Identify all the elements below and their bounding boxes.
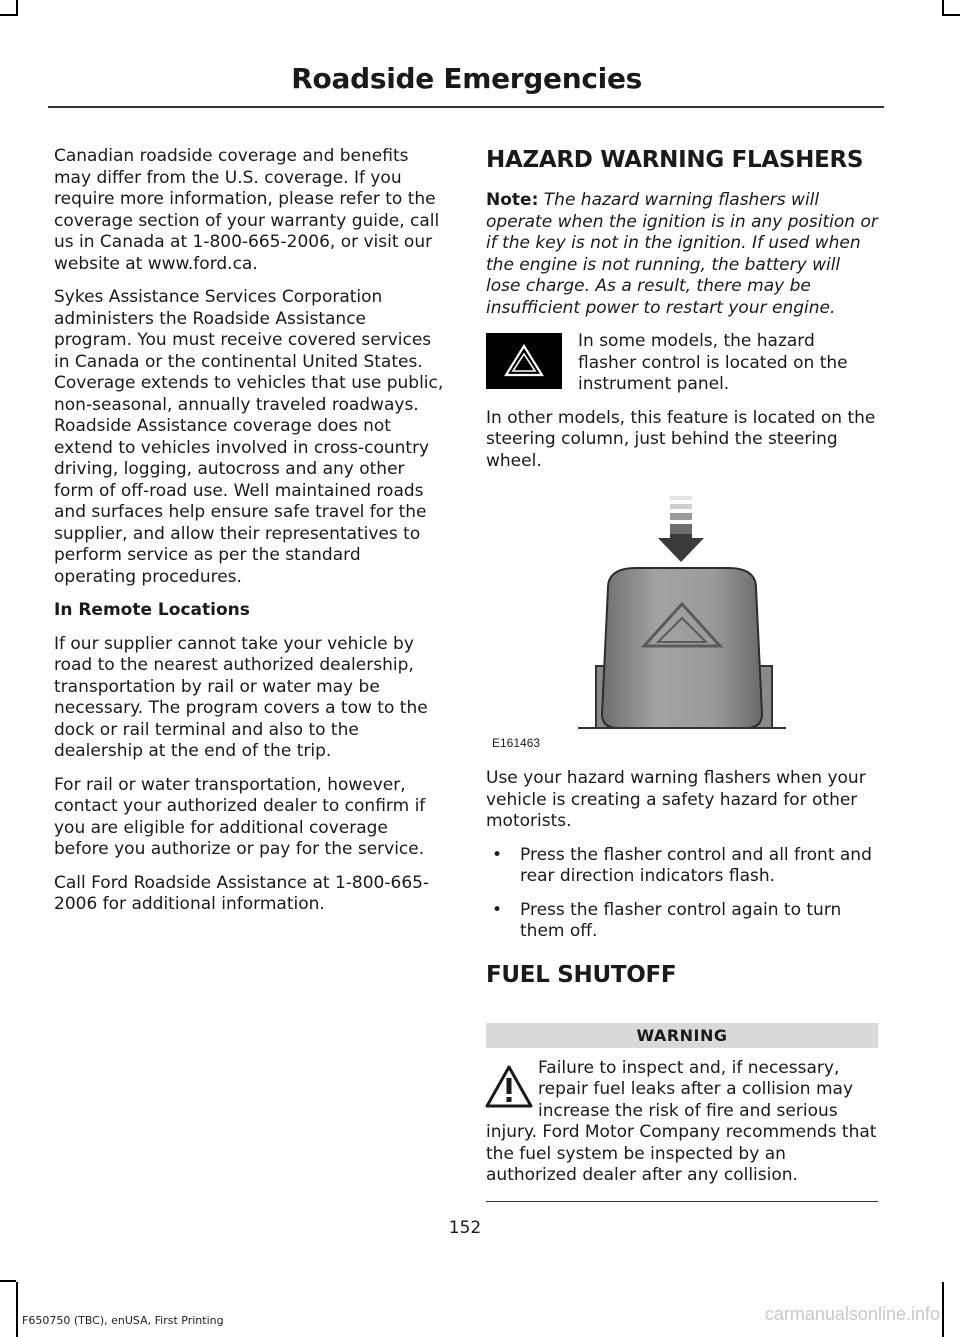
instrument-panel-text: In some models, the hazard flasher control is located on the instrument panel. (578, 331, 848, 394)
call-ford-paragraph: Call Ford Roadside Assistance at 1-800-665-2006 for additional information. (54, 872, 430, 914)
note-label: Note: (486, 190, 539, 210)
warning-triangle-icon (484, 1064, 534, 1110)
crop-mark (942, 0, 944, 16)
crop-mark (0, 14, 16, 16)
bullet: • (492, 844, 503, 865)
remote-locations-heading: In Remote Locations (54, 600, 250, 620)
hazard-switch-illustration (486, 496, 878, 754)
list-item-text: Press the flasher control and all front and rear direction indicators flash. (520, 844, 872, 886)
warning-divider (486, 1201, 878, 1202)
hazard-switch-figure (486, 496, 878, 754)
crop-mark (0, 1280, 16, 1282)
warning-label: WARNING (486, 1023, 878, 1048)
header-divider (48, 106, 884, 108)
sykes-paragraph: Sykes Assistance Services Corporation administers the Roadside Assistance program. You must receive covered services in Canada or the continental United States. Coverage extends to vehicles that use public, non-seasonal, annually traveled roadways. Roadside Assistance coverage does not extend to vehicles involved in cross-country driving, logging, autocross and any other form of off-road use. Well maintained roads and surfaces help ensure safe travel for the supplier, and allow their representatives to perform service as per the standard operating procedures. (54, 287, 444, 587)
crop-mark (16, 0, 18, 16)
crop-mark (16, 1282, 18, 1337)
fuel-shutoff-heading: FUEL SHUTOFF (486, 961, 677, 988)
note-text: The hazard warning flashers will operate when the ignition is in any position or if the key is not in the ignition. If used when the engine is not running, the battery will lose charge. As a result, there may be insufficient power to restart your engine. (486, 190, 878, 318)
list-item (486, 845, 878, 888)
remote-transport-paragraph: If our supplier cannot take your vehicle by road to the nearest authorized dealership, transportation by rail or water may be necessary. The program covers a tow to the dock or rail terminal and also to the dealership at the end of the trip. (54, 633, 428, 761)
left-column (54, 146, 446, 928)
crop-mark (944, 14, 960, 16)
right-column (486, 146, 878, 1202)
page-title: Roadside Emergencies (291, 62, 642, 95)
warning-text: Failure to inspect and, if necessary, repair fuel leaks after a collision may increase the risk of fire and serious injury. Ford Motor Company recommends that the fuel system be inspected by an authorized dealer after any collision. (486, 1057, 877, 1185)
list-item (486, 900, 878, 943)
hazard-warning-heading: HAZARD WARNING FLASHERS (486, 147, 864, 173)
crop-mark (942, 1282, 944, 1337)
list-item-text: Press the flasher control again to turn them off. (520, 899, 842, 941)
usage-text: Use your hazard warning flashers when your vehicle is creating a safety hazard for other motorists. (486, 768, 866, 831)
steering-column-text: In other models, this feature is located on the steering column, just behind the steering wheel. (486, 407, 876, 471)
bullet: • (492, 899, 503, 920)
hazard-triangle-icon (486, 333, 562, 389)
figure-code: E161463 (492, 736, 541, 750)
rail-water-paragraph: For rail or water transportation, however, contact your authorized dealer to confirm if you are eligible for additional coverage before you authorize or pay for the service. (54, 774, 426, 859)
printing-info: F650750 (TBC), enUSA, First Printing (22, 1314, 224, 1327)
canada-coverage-paragraph: Canadian roadside coverage and benefits may differ from the U.S. coverage. If you require more information, please refer to the coverage section of your warranty guide, call us in Canada at 1-800-665-2006, or visit our website at www.ford.ca. (54, 146, 440, 274)
instrument-panel-block (486, 331, 878, 396)
page-number: 152 (448, 1218, 482, 1238)
hazard-note (486, 190, 878, 319)
warning-block (486, 1058, 878, 1202)
flasher-steps-list (486, 845, 878, 943)
watermark: carmanualsonline.info (764, 1304, 940, 1324)
